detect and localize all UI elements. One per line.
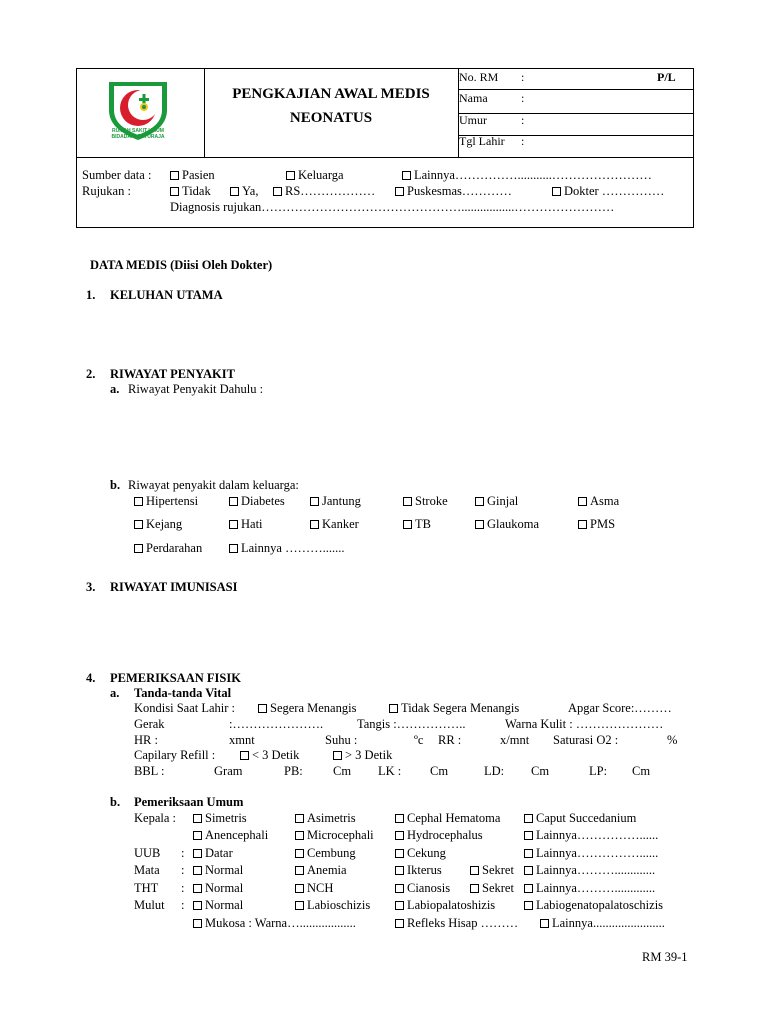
suhu-unit: ºc [414, 733, 424, 747]
section-pemeriksaan-fisik: PEMERIKSAAN FISIK [110, 671, 241, 685]
checkbox-lainnya-mata[interactable]: Lainnya………............. [524, 863, 655, 878]
field-sep: : [521, 70, 525, 84]
hr-label: HR : [134, 733, 158, 747]
form-code: RM 39-1 [642, 950, 688, 964]
form-subtitle: NEONATUS [289, 110, 373, 126]
gerak-field[interactable]: :…………………. [229, 717, 324, 731]
form-title: PENGKAJIAN AWAL MEDIS [232, 86, 430, 102]
checkbox-lainnya-mulut[interactable]: Lainnya....................... [540, 916, 665, 931]
saturasi-unit: % [667, 733, 678, 747]
checkbox-pasien[interactable]: Pasien [170, 168, 215, 183]
checkbox-sekret-tht[interactable]: Sekret [470, 881, 514, 896]
rujukan-label: Rujukan : [82, 184, 131, 198]
checkbox-nch[interactable]: NCH [295, 881, 333, 896]
data-medis-title: DATA MEDIS (Diisi Oleh Dokter) [90, 258, 273, 272]
field-nama-label: Nama [459, 91, 488, 105]
checkbox-labiopalatoshizis[interactable]: Labiopalatoshizis [395, 898, 495, 913]
bbl-unit: Gram [214, 764, 243, 778]
checkbox-ya[interactable]: Ya, [230, 184, 258, 199]
ld-label: LD: [484, 764, 505, 778]
kepala-label: Kepala : [134, 811, 176, 825]
checkbox-rs[interactable]: RS……………… [273, 184, 375, 199]
sumber-data-label: Sumber data : [82, 168, 152, 182]
lp-unit: Cm [632, 764, 651, 778]
checkbox-cekung[interactable]: Cekung [395, 846, 446, 861]
field-tgl-lahir-label: Tgl Lahir [459, 134, 505, 148]
checkbox-tidak-segera-menangis[interactable]: Tidak Segera Menangis [389, 701, 519, 716]
subsection-letter: b. [110, 795, 121, 809]
checkbox-cap-more-3[interactable]: > 3 Detik [333, 748, 392, 763]
field-sep: : [521, 134, 525, 148]
lk-label: LK : [378, 764, 402, 778]
checkbox-cephal-hematoma[interactable]: Cephal Hematoma [395, 811, 500, 826]
kondisi-lahir-label: Kondisi Saat Lahir : [134, 701, 236, 715]
checkbox-kanker[interactable]: Kanker [310, 517, 359, 532]
field-sep: : [521, 91, 525, 105]
checkbox-refleks-hisap[interactable]: Refleks Hisap ……… [395, 916, 518, 931]
checkbox-keluarga[interactable]: Keluarga [286, 168, 344, 183]
checkbox-microcephali[interactable]: Microcephali [295, 828, 374, 843]
checkbox-jantung[interactable]: Jantung [310, 494, 361, 509]
checkbox-lainnya-kepala[interactable]: Lainnya……………...... [524, 828, 658, 843]
diagnosis-rujukan[interactable]: Diagnosis rujukan………………………………………….................…………………… [170, 200, 615, 214]
uub-label: UUB [134, 846, 161, 860]
divider [77, 157, 693, 158]
checkbox-glaukoma[interactable]: Glaukoma [475, 517, 539, 532]
section-number: 2. [86, 367, 96, 381]
logo-text: RUMAH SAKIT UMUM BIDADARI BATURAJA [111, 128, 165, 140]
checkbox-simetris[interactable]: Simetris [193, 811, 247, 826]
section-number: 1. [86, 288, 96, 302]
checkbox-segera-menangis[interactable]: Segera Menangis [258, 701, 356, 716]
checkbox-labiogenatopalatoschizis[interactable]: Labiogenatopalatoschizis [524, 898, 663, 913]
checkbox-dokter[interactable]: Dokter …………… [552, 184, 664, 199]
checkbox-lainnya-uub[interactable]: Lainnya……………...... [524, 846, 658, 861]
checkbox-kejang[interactable]: Kejang [134, 517, 182, 532]
checkbox-hati[interactable]: Hati [229, 517, 263, 532]
section-number: 4. [86, 671, 96, 685]
apgar-score-field[interactable]: Apgar Score:……… [568, 701, 672, 715]
checkbox-normal-mata[interactable]: Normal [193, 863, 243, 878]
mulut-label: Mulut [134, 898, 165, 912]
checkbox-lainnya-tht[interactable]: Lainnya………............. [524, 881, 655, 896]
field-sep: : [521, 113, 525, 127]
checkbox-anencephali[interactable]: Anencephali [193, 828, 268, 843]
checkbox-ikterus[interactable]: Ikterus [395, 863, 442, 878]
section-riwayat-penyakit: RIWAYAT PENYAKIT [110, 367, 235, 381]
ld-unit: Cm [531, 764, 550, 778]
tht-label: THT [134, 881, 159, 895]
checkbox-cap-less-3[interactable]: < 3 Detik [240, 748, 299, 763]
mata-label: Mata [134, 863, 160, 877]
checkbox-puskesmas[interactable]: Puskesmas………… [395, 184, 512, 199]
checkbox-tidak[interactable]: Tidak [170, 184, 211, 199]
checkbox-lainnya[interactable]: Lainnya……………...........…………………… [402, 168, 652, 183]
field-pl-label: P/L [657, 70, 676, 84]
suhu-label: Suhu : [325, 733, 358, 747]
checkbox-hydrocephalus[interactable]: Hydrocephalus [395, 828, 483, 843]
checkbox-sekret-mata[interactable]: Sekret [470, 863, 514, 878]
rr-label: RR : [438, 733, 462, 747]
checkbox-ginjal[interactable]: Ginjal [475, 494, 518, 509]
checkbox-stroke[interactable]: Stroke [403, 494, 448, 509]
subsection-letter: a. [110, 382, 120, 396]
riwayat-keluarga-label: Riwayat penyakit dalam keluarga: [128, 478, 299, 492]
rr-unit: x/mnt [500, 733, 530, 747]
section-keluhan-utama: KELUHAN UTAMA [110, 288, 223, 302]
section-riwayat-imunisasi: RIWAYAT IMUNISASI [110, 580, 238, 594]
checkbox-cembung[interactable]: Cembung [295, 846, 356, 861]
warna-kulit-field[interactable]: Warna Kulit : ………………… [505, 717, 664, 731]
field-umur-label: Umur [459, 113, 487, 127]
pb-label: PB: [284, 764, 303, 778]
pemeriksaan-umum-title: Pemeriksaan Umum [134, 795, 244, 809]
checkbox-pms[interactable]: PMS [578, 517, 615, 532]
checkbox-tb[interactable]: TB [403, 517, 431, 532]
checkbox-asma[interactable]: Asma [578, 494, 619, 509]
checkbox-perdarahan[interactable]: Perdarahan [134, 541, 202, 556]
pb-unit: Cm [333, 764, 352, 778]
checkbox-labioschizis[interactable]: Labioschizis [295, 898, 370, 913]
field-no-rm-label: No. RM [459, 70, 499, 84]
checkbox-asimetris[interactable]: Asimetris [295, 811, 356, 826]
gerak-label: Gerak [134, 717, 165, 731]
checkbox-mukosa[interactable]: Mukosa : Warna….................. [193, 916, 356, 931]
saturasi-label: Saturasi O2 : [553, 733, 619, 747]
hr-unit: xmnt [229, 733, 255, 747]
checkbox-caput-succedanium[interactable]: Caput Succedanium [524, 811, 636, 826]
riwayat-dahulu-label: Riwayat Penyakit Dahulu : [128, 382, 264, 396]
tangis-field[interactable]: Tangis :…………….. [357, 717, 466, 731]
lk-unit: Cm [430, 764, 449, 778]
bbl-label: BBL : [134, 764, 165, 778]
subsection-letter: b. [110, 478, 121, 492]
checkbox-anemia[interactable]: Anemia [295, 863, 347, 878]
checkbox-normal-tht[interactable]: Normal [193, 881, 243, 896]
checkbox-cianosis[interactable]: Cianosis [395, 881, 450, 896]
tanda-vital-title: Tanda-tanda Vital [134, 686, 232, 700]
lp-label: LP: [589, 764, 608, 778]
subsection-letter: a. [110, 686, 120, 700]
checkbox-lainnya-keluarga[interactable]: Lainnya ………....... [229, 541, 344, 556]
checkbox-hipertensi[interactable]: Hipertensi [134, 494, 198, 509]
capilary-refill-label: Capilary Refill : [134, 748, 216, 762]
checkbox-datar[interactable]: Datar [193, 846, 233, 861]
checkbox-diabetes[interactable]: Diabetes [229, 494, 285, 509]
checkbox-normal-mulut[interactable]: Normal [193, 898, 243, 913]
section-number: 3. [86, 580, 96, 594]
